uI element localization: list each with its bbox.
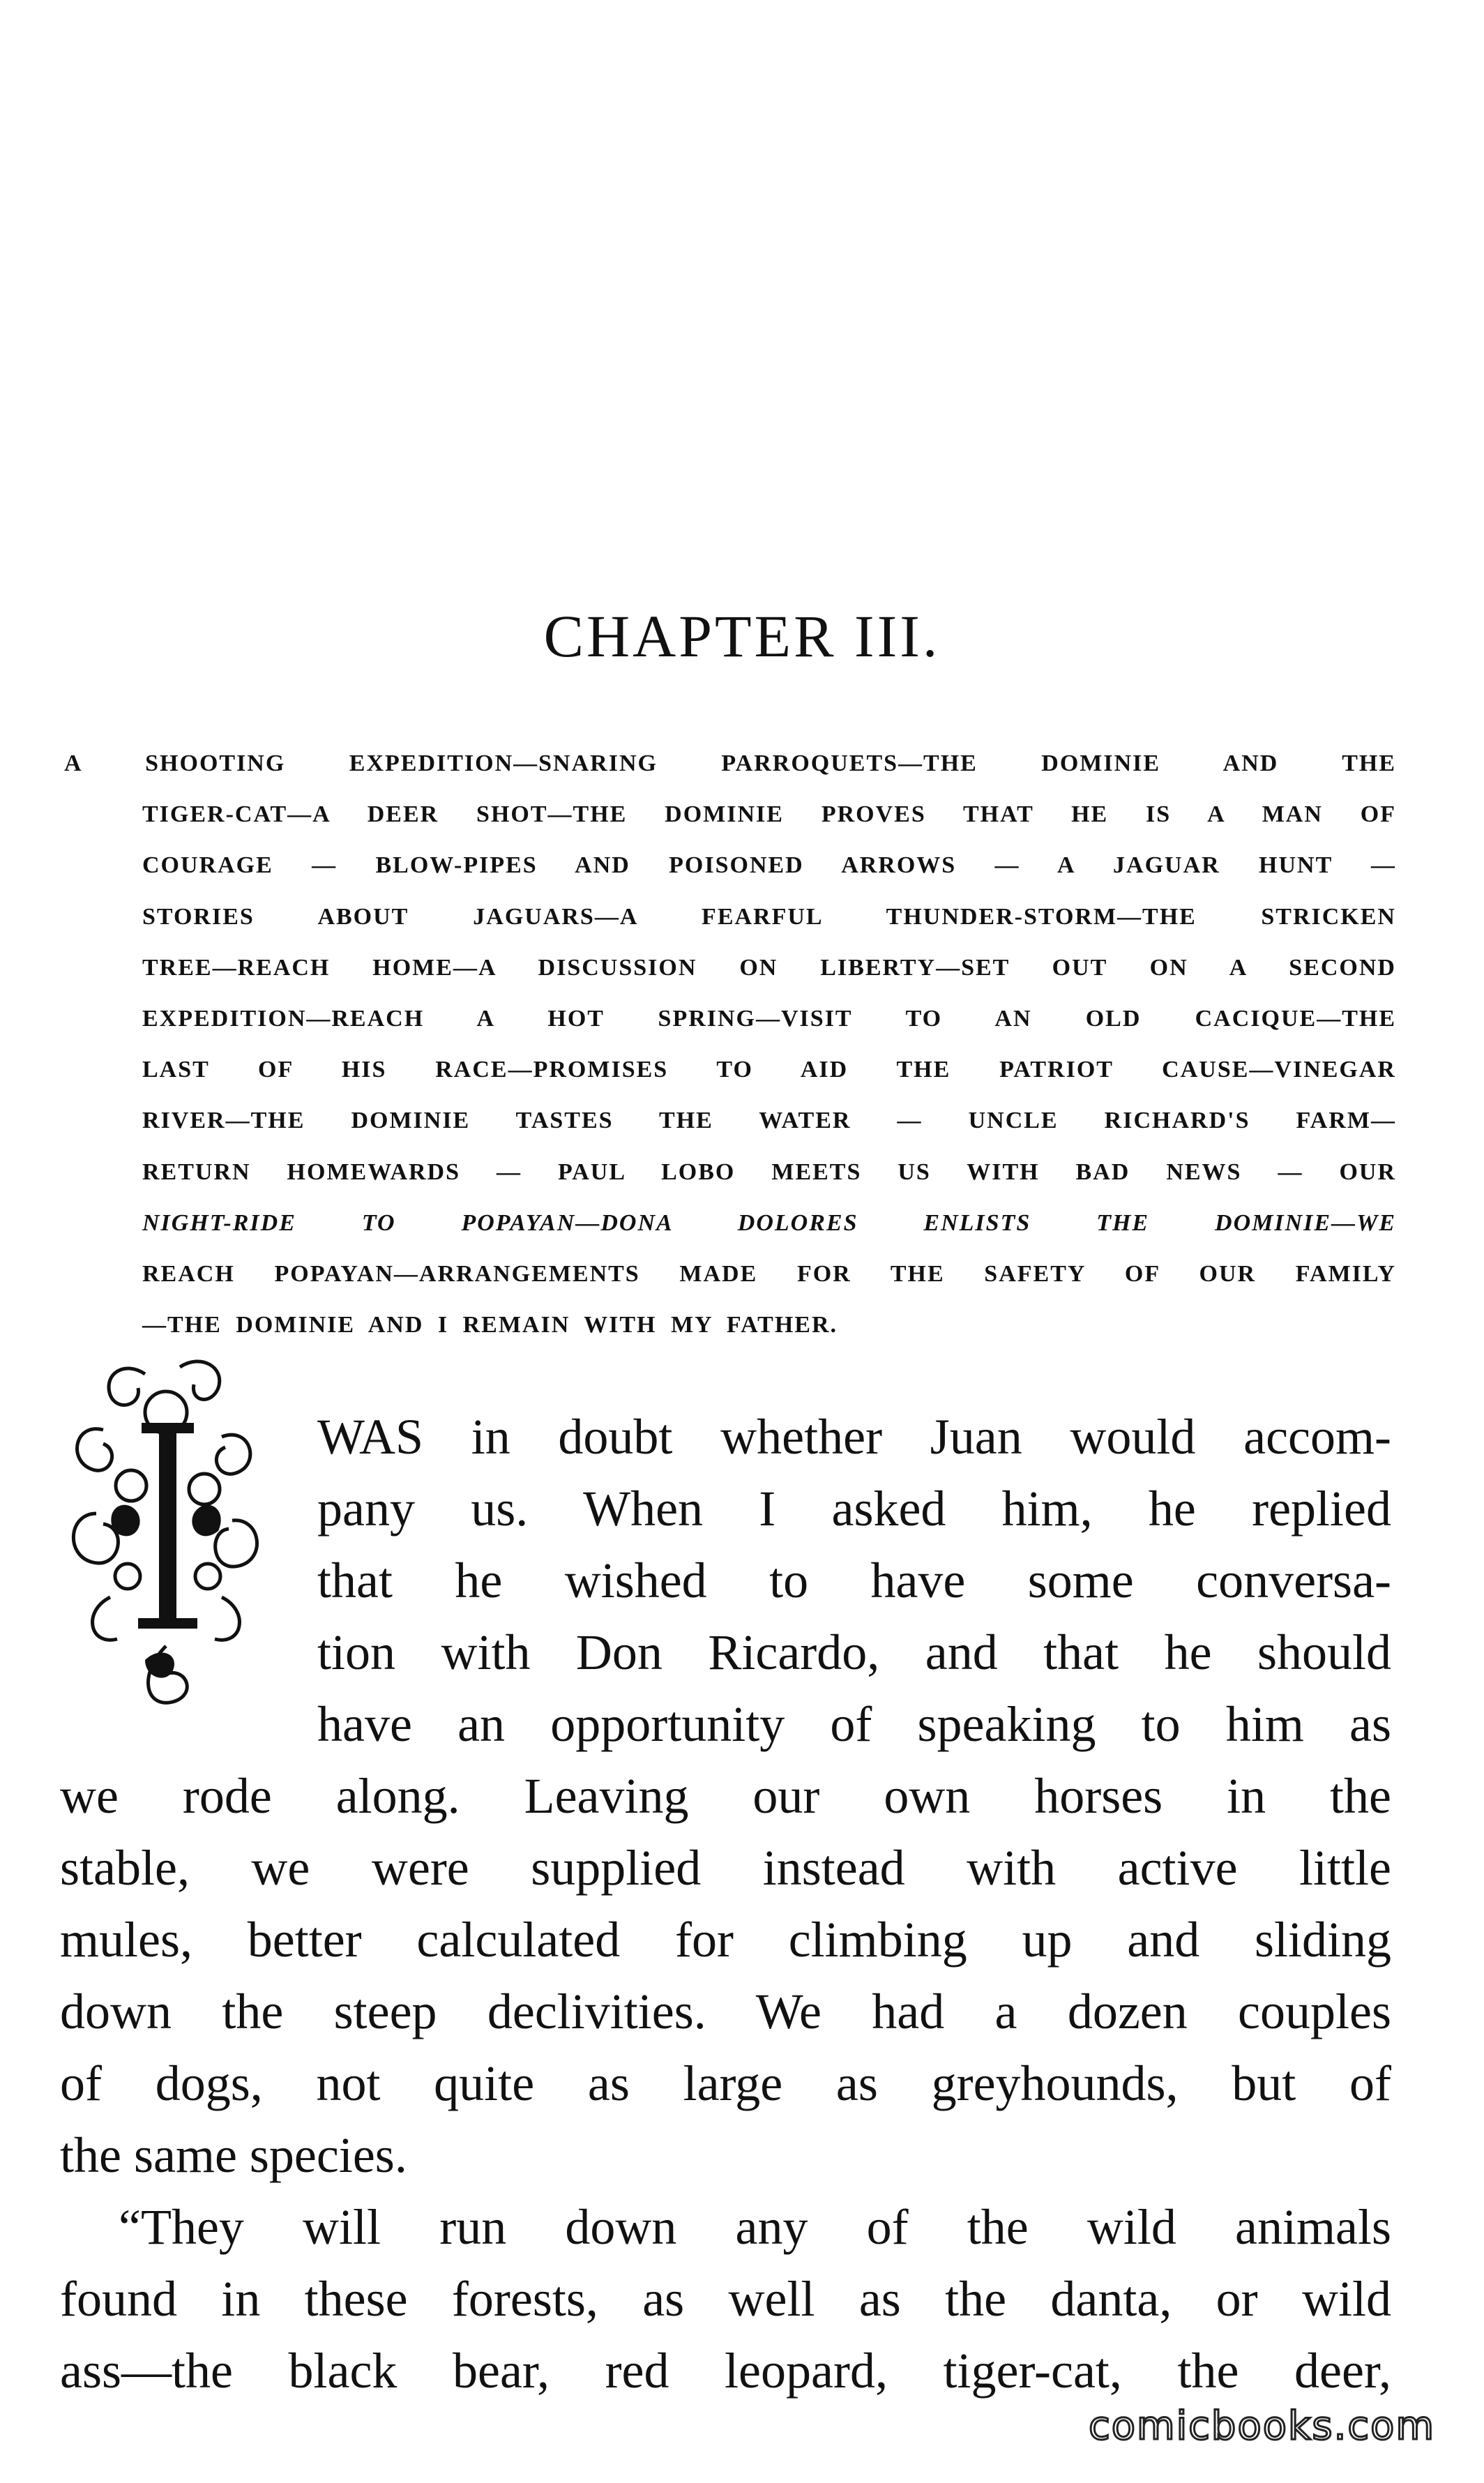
synopsis-line: RIVER—THE DOMINIE TASTES THE WATER — UNCLE RICHARD'S FARM— <box>142 1108 1396 1134</box>
chapter-title: CHAPTER III. <box>543 603 941 670</box>
body-text-line: that he wished to have some conversa- <box>317 1553 1391 1608</box>
synopsis-line: —THE DOMINIE AND I REMAIN WITH MY FATHER. <box>142 1312 838 1338</box>
body-text-line: mules, better calculated for climbing up and sliding <box>60 1912 1391 1968</box>
synopsis-line: A SHOOTING EXPEDITION—SNARING PARROQUETS—THE DOMINIE AND THE <box>64 750 1396 776</box>
synopsis-line: TIGER-CAT—A DEER SHOT—THE DOMINIE PROVES THAT HE IS A MAN OF <box>142 801 1396 828</box>
body-text-line: ass—the black bear, red leopard, tiger-cat, the deer, <box>60 2343 1391 2399</box>
ornamental-dropcap-icon <box>61 1346 271 1744</box>
synopsis-line: COURAGE — BLOW-PIPES AND POISONED ARROWS — A JAGUAR HUNT — <box>142 852 1396 879</box>
body-text-line: found in these forests, as well as the danta, or wild <box>60 2271 1391 2327</box>
body-text-line: have an opportunity of speaking to him as <box>317 1696 1391 1752</box>
body-text-line: of dogs, not quite as large as greyhounds, but of <box>60 2055 1391 2111</box>
watermark: comicbooks.com <box>1088 2403 1435 2449</box>
synopsis-line: LAST OF HIS RACE—PROMISES TO AID THE PATRIOT CAUSE—VINEGAR <box>142 1057 1396 1083</box>
body-text-line: “They will run down any of the wild animals <box>119 2199 1391 2255</box>
synopsis-line: NIGHT-RIDE TO POPAYAN—DONA DOLORES ENLISTS THE DOMINIE—WE <box>142 1209 1396 1236</box>
chapter-synopsis <box>64 738 1396 1350</box>
synopsis-line: REACH POPAYAN—ARRANGEMENTS MADE FOR THE SAFETY OF OUR FAMILY <box>142 1261 1396 1288</box>
body-text-line: tion with Don Ricardo, and that he should <box>317 1624 1391 1680</box>
synopsis-line: TREE—REACH HOME—A DISCUSSION ON LIBERTY—SET OUT ON A SECOND <box>142 954 1396 981</box>
body-text-line: down the steep declivities. We had a dozen couples <box>60 1984 1391 2039</box>
body-text-line: we rode along. Leaving our own horses in the <box>60 1768 1391 1824</box>
body-text-line: stable, we were supplied instead with active little <box>60 1840 1391 1896</box>
synopsis-line: EXPEDITION—REACH A HOT SPRING—VISIT TO AN OLD CACIQUE—THE <box>142 1006 1396 1032</box>
body-text-line: the same species. <box>60 2127 407 2183</box>
body-text-line: pany us. When I asked him, he replied <box>317 1481 1391 1537</box>
synopsis-line: RETURN HOMEWARDS — PAUL LOBO MEETS US WITH BAD NEWS — OUR <box>142 1159 1396 1185</box>
synopsis-line: STORIES ABOUT JAGUARS—A FEARFUL THUNDER-STORM—THE STRICKEN <box>142 903 1396 930</box>
body-text-line: WAS in doubt whether Juan would accom- <box>317 1409 1391 1465</box>
